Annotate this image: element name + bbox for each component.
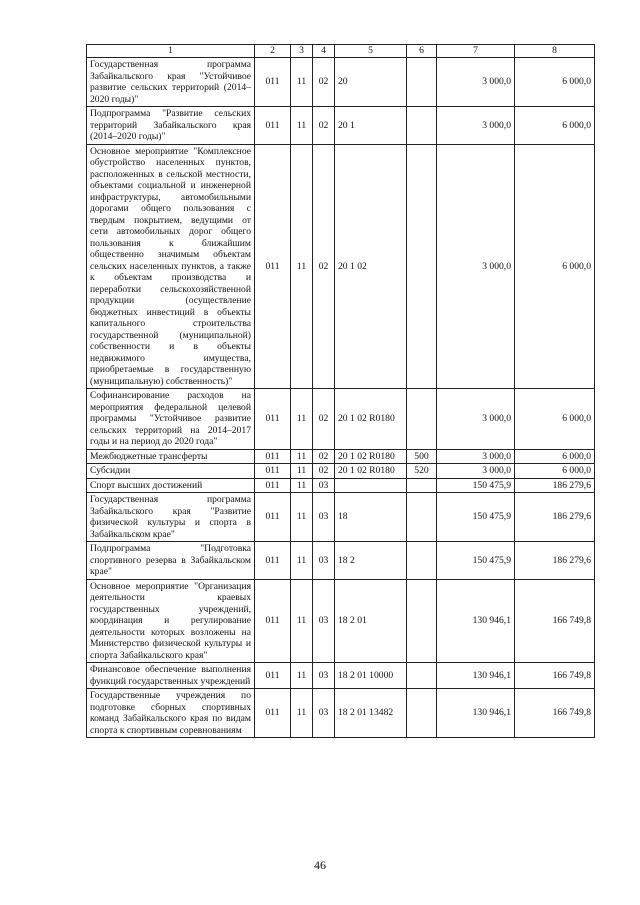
cell-expense-type: 500 [407,449,437,464]
cell-section: 11 [291,144,313,389]
cell-amount-year1: 3 000,0 [437,389,515,450]
cell-expense-type: 520 [407,464,437,479]
row-name: Основное мероприятие "Комплексное обустройство населенных пунктов, расположенных в сельской местности, объектами социальной и инженерной инфраструктуры, автомобильными дорогами общего пользования с твердым покрытием, ведущими от сети автомобильных дорог общего пользования к ближайшим общественно значимым объектам сельских населенных пунктов, а также к объектам производства и переработки сельскохозяйственной продукции (осуществление бюджетных инвестиций в объекты капитального строительства государственной (муниципальной) собственности и в объекты недвижимого имущества, приобретаемые в государственную (муниципальную) собственность)" [87,144,255,389]
cell-amount-year1: 3 000,0 [437,449,515,464]
cell-section: 11 [291,689,313,738]
cell-section: 11 [291,389,313,450]
cell-ministry-code: 011 [255,478,291,493]
cell-amount-year2: 166 749,8 [515,663,595,689]
cell-amount-year1: 3 000,0 [437,58,515,107]
table-row [87,579,595,663]
table-row [87,58,595,107]
row-name: Основное мероприятие "Организация деятельности краевых государственных учреждений, координация и регулирование деятельности которых возложены на Министерство физической культуры и спорта Забайкальского края" [87,579,255,663]
cell-expense-type [407,579,437,663]
cell-amount-year1: 3 000,0 [437,464,515,479]
row-name: Подпрограмма "Развитие сельских территорий Забайкальского края (2014–2020 годы)" [87,107,255,145]
row-name: Государственные учреждения по подготовке сборных спортивных команд Забайкальского края по видам спорта к спортивным соревнованиям [87,689,255,738]
cell-amount-year2: 6 000,0 [515,389,595,450]
cell-subsection: 02 [313,58,335,107]
cell-expense-type [407,58,437,107]
row-name: Подпрограмма "Подготовка спортивного резерва в Забайкальском крае" [87,542,255,580]
cell-target-article: 18 2 01 10000 [335,663,407,689]
cell-target-article: 20 1 02 [335,144,407,389]
column-header: 5 [335,45,407,58]
cell-amount-year2: 186 279,6 [515,542,595,580]
row-name: Государственная программа Забайкальского края "Развитие физической культуры и спорта в Забайкальском крае" [87,493,255,542]
cell-ministry-code: 011 [255,389,291,450]
cell-ministry-code: 011 [255,493,291,542]
cell-target-article: 20 1 02 R0180 [335,389,407,450]
table-row [87,464,595,479]
cell-amount-year2: 6 000,0 [515,144,595,389]
cell-ministry-code: 011 [255,579,291,663]
cell-subsection: 03 [313,493,335,542]
cell-target-article [335,478,407,493]
cell-amount-year2: 166 749,8 [515,579,595,663]
cell-amount-year1: 150 475,9 [437,493,515,542]
cell-amount-year2: 6 000,0 [515,464,595,479]
cell-expense-type [407,493,437,542]
cell-ministry-code: 011 [255,58,291,107]
cell-subsection: 02 [313,389,335,450]
cell-target-article: 20 1 [335,107,407,145]
cell-ministry-code: 011 [255,542,291,580]
column-header: 1 [87,45,255,58]
cell-subsection: 03 [313,689,335,738]
cell-amount-year1: 150 475,9 [437,478,515,493]
cell-target-article: 20 1 02 R0180 [335,449,407,464]
column-header: 8 [515,45,595,58]
row-name: Спорт высших достижений [87,478,255,493]
budget-table [86,44,595,738]
cell-subsection: 02 [313,449,335,464]
cell-expense-type [407,689,437,738]
table-row [87,542,595,580]
table-row [87,449,595,464]
cell-subsection: 03 [313,663,335,689]
table-row [87,478,595,493]
column-header: 6 [407,45,437,58]
cell-target-article: 18 2 01 13482 [335,689,407,738]
cell-target-article: 18 2 [335,542,407,580]
row-name: Межбюджетные трансферты [87,449,255,464]
column-header: 4 [313,45,335,58]
cell-target-article: 18 [335,493,407,542]
column-header: 3 [291,45,313,58]
table-header-row [87,45,595,58]
cell-section: 11 [291,464,313,479]
cell-amount-year2: 6 000,0 [515,107,595,145]
page-number: 46 [314,858,326,872]
cell-amount-year1: 130 946,1 [437,689,515,738]
cell-amount-year1: 3 000,0 [437,107,515,145]
cell-subsection: 02 [313,107,335,145]
cell-amount-year2: 186 279,6 [515,478,595,493]
table-row [87,493,595,542]
table-row [87,144,595,389]
cell-section: 11 [291,58,313,107]
cell-expense-type [407,107,437,145]
cell-target-article: 20 1 02 R0180 [335,464,407,479]
cell-ministry-code: 011 [255,689,291,738]
cell-section: 11 [291,449,313,464]
cell-section: 11 [291,107,313,145]
cell-expense-type [407,478,437,493]
cell-amount-year2: 186 279,6 [515,493,595,542]
cell-section: 11 [291,542,313,580]
table-row [87,389,595,450]
cell-expense-type [407,542,437,580]
cell-amount-year2: 6 000,0 [515,58,595,107]
cell-section: 11 [291,663,313,689]
cell-ministry-code: 011 [255,144,291,389]
cell-subsection: 02 [313,144,335,389]
cell-amount-year2: 166 749,8 [515,689,595,738]
cell-ministry-code: 011 [255,107,291,145]
cell-target-article: 18 2 01 [335,579,407,663]
cell-subsection: 03 [313,579,335,663]
cell-ministry-code: 011 [255,449,291,464]
row-name: Государственная программа Забайкальского края "Устойчивое развитие сельских территорий (2014–2020 годы)" [87,58,255,107]
column-header: 7 [437,45,515,58]
cell-subsection: 03 [313,478,335,493]
cell-expense-type [407,663,437,689]
cell-amount-year1: 3 000,0 [437,144,515,389]
table-row [87,663,595,689]
cell-amount-year1: 130 946,1 [437,579,515,663]
cell-section: 11 [291,579,313,663]
cell-section: 11 [291,478,313,493]
table-row [87,107,595,145]
cell-ministry-code: 011 [255,464,291,479]
cell-subsection: 02 [313,464,335,479]
cell-ministry-code: 011 [255,663,291,689]
cell-section: 11 [291,493,313,542]
cell-expense-type [407,389,437,450]
cell-expense-type [407,144,437,389]
table-row [87,689,595,738]
cell-amount-year1: 150 475,9 [437,542,515,580]
cell-amount-year2: 6 000,0 [515,449,595,464]
cell-target-article: 20 [335,58,407,107]
row-name: Субсидии [87,464,255,479]
cell-amount-year1: 130 946,1 [437,663,515,689]
row-name: Финансовое обеспечение выполнения функций государственных учреждений [87,663,255,689]
cell-subsection: 03 [313,542,335,580]
row-name: Софинансирование расходов на мероприятия федеральной целевой программы "Устойчивое развитие сельских территорий на 2014–2017 годы и на период до 2020 года" [87,389,255,450]
column-header: 2 [255,45,291,58]
